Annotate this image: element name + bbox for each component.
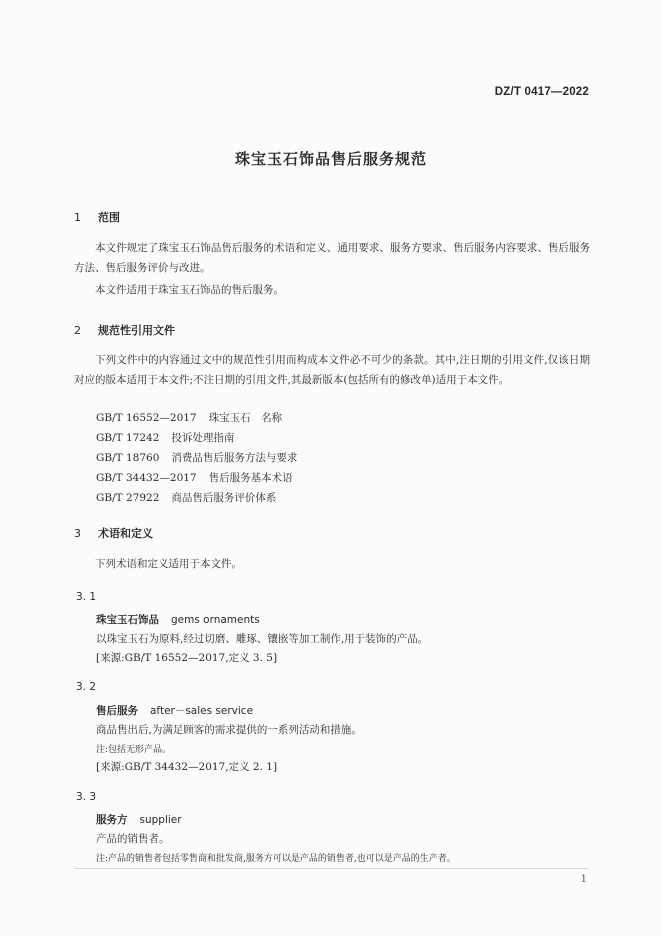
- section-1-heading: [74, 209, 120, 225]
- section-2-number: 2: [74, 324, 81, 337]
- reference-code: GB/T 16552—2017: [96, 412, 197, 424]
- term-name: 珠宝玉石饰品: [96, 614, 159, 626]
- section-2-title: 规范性引用文件: [98, 324, 175, 337]
- reference-code: GB/T 18760: [96, 452, 160, 464]
- reference-name: 消费品售后服务方法与要求: [171, 452, 298, 464]
- reference-code: GB/T 27922: [96, 492, 160, 504]
- reference-item: [96, 490, 276, 505]
- reference-item: [96, 430, 234, 445]
- term-definition: 商品售出后,为满足顾客的需求提供的一系列活动和措施。: [96, 724, 362, 736]
- reference-name: 珠宝玉石 名称: [208, 412, 283, 424]
- term-number: 3. 3: [76, 791, 97, 803]
- reference-item: [96, 410, 282, 425]
- term-english: supplier: [139, 814, 182, 826]
- term-number: 3. 1: [76, 591, 97, 603]
- section-1-paragraph-1: 本文件规定了珠宝玉石饰品售后服务的术语和定义、通用要求、服务方要求、售后服务内容要求、售后服务方法、售后服务评价与改进。: [74, 242, 590, 274]
- reference-name: 售后服务基本术语: [208, 472, 293, 484]
- term-heading: [96, 812, 182, 827]
- reference-name: 商品售后服务评价体系: [171, 492, 277, 504]
- term-source: [来源:GB/T 34432—2017,定义 2. 1]: [96, 761, 278, 773]
- term-name: 售后服务: [96, 705, 138, 717]
- page-number: 1: [580, 874, 587, 885]
- reference-item: [96, 470, 293, 485]
- section-1-paragraph-2: 本文件适用于珠宝玉石饰品的售后服务。: [95, 284, 284, 296]
- term-note: 注:包括无形产品。: [96, 745, 172, 755]
- term-number: 3. 2: [76, 681, 97, 693]
- reference-item: [96, 450, 297, 465]
- document-title: 珠宝玉石饰品售后服务规范: [234, 150, 427, 168]
- term-note: 注:产品的销售者包括零售商和批发商,服务方可以是产品的销售者,也可以是产品的生产者。: [96, 854, 456, 864]
- term-heading: [96, 703, 253, 718]
- reference-code: GB/T 17242: [96, 432, 160, 444]
- term-definition: 产品的销售者。: [96, 833, 170, 845]
- section-1-title: 范围: [98, 211, 120, 224]
- term-name: 服务方: [96, 814, 128, 826]
- reference-code: GB/T 34432—2017: [96, 472, 197, 484]
- section-3-intro: 下列术语和定义适用于本文件。: [95, 558, 242, 570]
- term-heading: [96, 612, 260, 627]
- reference-name: 投诉处理指南: [171, 432, 235, 444]
- section-3-title: 术语和定义: [98, 527, 153, 540]
- footer-divider: [74, 868, 588, 869]
- section-1-number: 1: [74, 211, 81, 224]
- term-english: after－sales service: [150, 705, 254, 717]
- section-3-heading: [74, 525, 153, 541]
- section-2-intro: 下列文件中的内容通过文中的规范性引用而构成本文件必不可少的条款。其中,注日期的引用文件,仅该日期对应的版本适用于本文件;不注日期的引用文件,其最新版本(包括所有的修改单)适用于本文件。: [74, 354, 590, 386]
- standard-number: DZ/T 0417—2022: [494, 86, 589, 98]
- section-2-heading: [74, 322, 175, 338]
- term-definition: 以珠宝玉石为原料,经过切磨、雕琢、镶嵌等加工制作,用于装饰的产品。: [96, 633, 429, 645]
- term-english: gems ornaments: [171, 614, 260, 626]
- section-3-number: 3: [74, 527, 81, 540]
- term-source: [来源:GB/T 16552—2017,定义 3. 5]: [96, 652, 278, 664]
